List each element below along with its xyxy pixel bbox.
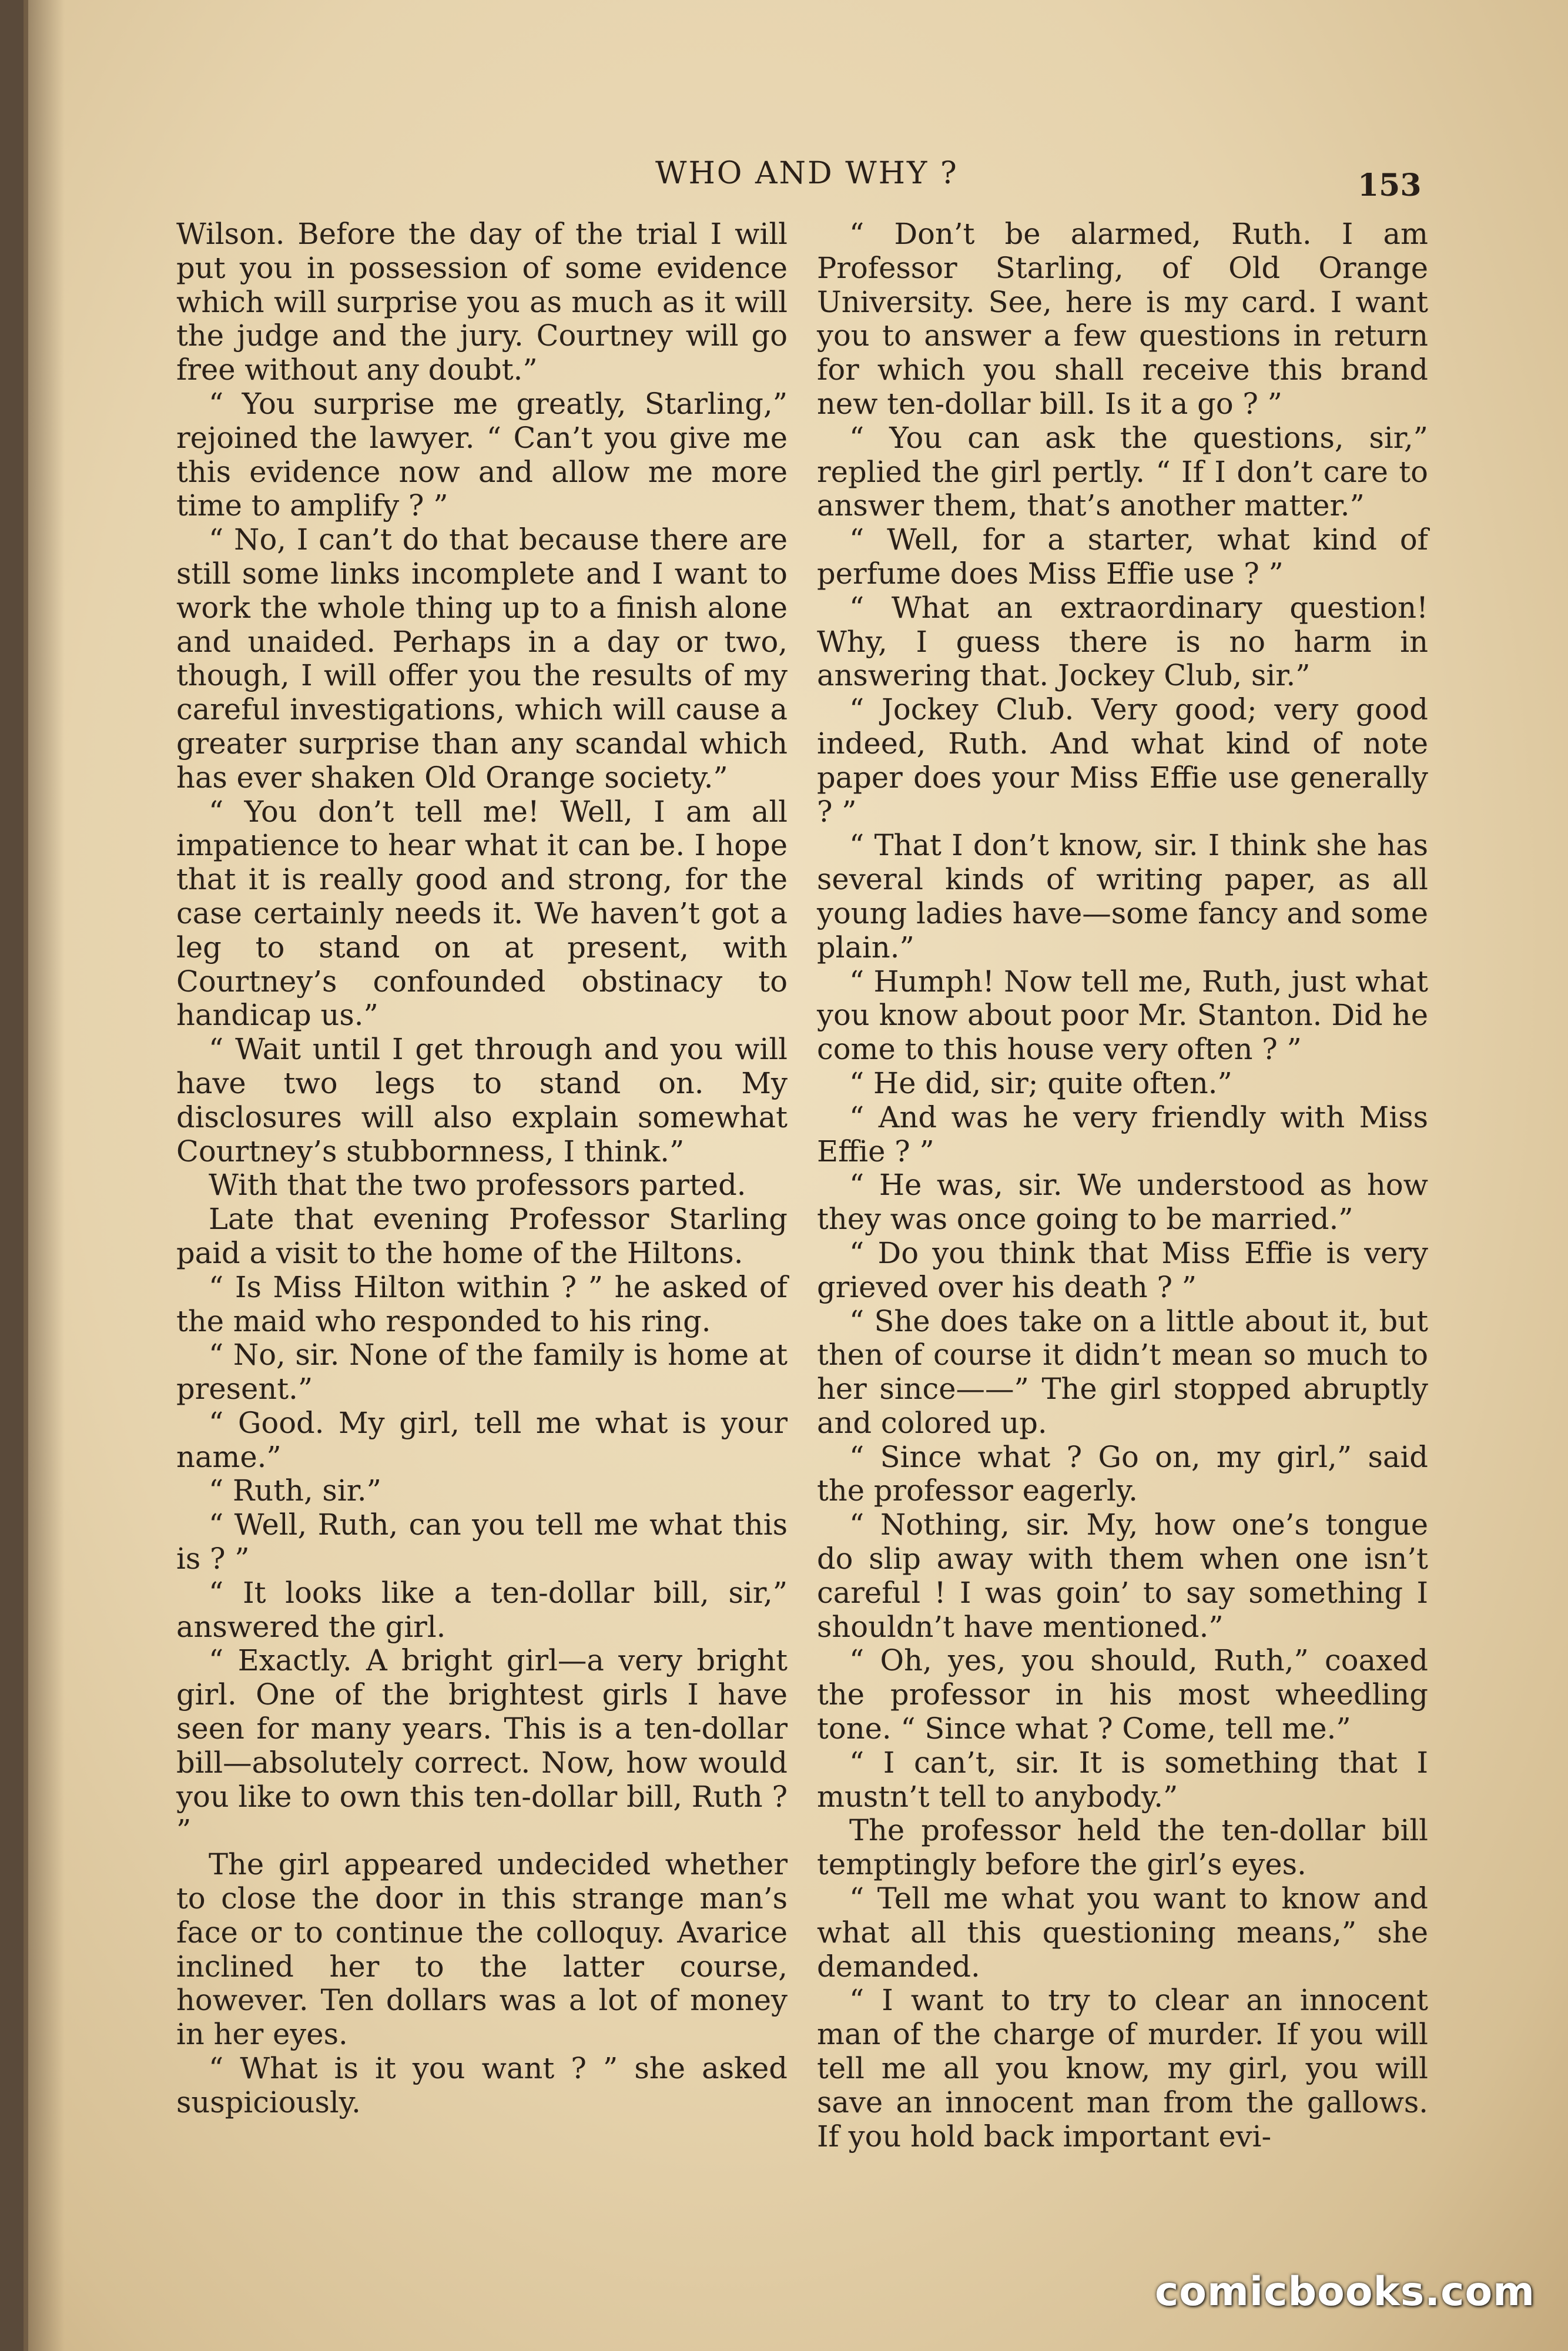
paragraph: “ Ruth, sir.”: [209, 1473, 381, 1508]
page-number: 153: [1358, 168, 1422, 203]
paragraph: “ Exactly. A bright girl—a very bright girl. One of the brightest girls I have seen for many years. This is a ten-dollar bill—absolutely correct. Now, how would you like to own this ten-dollar bill, Ruth ? ”: [176, 1643, 788, 1848]
paragraph: “ Jockey Club. Very good; very good indeed, Ruth. And what kind of note paper does your Miss Effie use generally ? ”: [817, 692, 1428, 829]
paragraph: “ Oh, yes, you should, Ruth,” coaxed the professor in his most wheedling tone. “ Since what ? Come, tell me.”: [817, 1643, 1428, 1746]
paragraph: “ Don’t be alarmed, Ruth. I am Professor Starling, of Old Orange University. See, here is my card. I want you to answer a few questions in return for which you shall receive this brand new ten-dollar bill. Is it a go ? ”: [817, 217, 1428, 421]
paragraph: “ Tell me what you want to know and what all this questioning means,” she demanded.: [817, 1881, 1428, 1984]
paragraph: Wilson. Before the day of the trial I will put you in possession of some evidence which will surprise you as much as it will the judge and the jury. Courtney will go free without any doubt.”: [176, 217, 788, 387]
paragraph: “ He was, sir. We understood as how they was once going to be married.”: [817, 1168, 1428, 1237]
paragraph: Late that evening Professor Starling paid a visit to the home of the Hiltons.: [176, 1202, 788, 1270]
site-watermark: comicbooks.com: [1155, 2269, 1536, 2315]
paragraph: The girl appeared undecided whether to close the door in this strange man’s face or to continue the colloquy. Avarice inclined her to the latter course, however. Ten dollars was a lot of money in her eyes.: [176, 1847, 788, 2052]
paragraph: “ It looks like a ten-dollar bill, sir,” answered the girl.: [176, 1575, 788, 1644]
paragraph: “ And was he very friendly with Miss Effie ? ”: [817, 1100, 1428, 1168]
paragraph: The professor held the ten-dollar bill temptingly before the girl’s eyes.: [817, 1813, 1428, 1882]
running-title: WHO AND WHY ?: [655, 156, 959, 191]
paragraph: “ Humph! Now tell me, Ruth, just what you know about poor Mr. Stanton. Did he come to this house very often ? ”: [817, 964, 1428, 1067]
paragraph: “ What an extraordinary question! Why, I guess there is no harm in answering that. Jockey Club, sir.”: [817, 590, 1428, 693]
paragraph: “ I want to try to clear an innocent man of the charge of murder. If you will tell me all you know, my girl, you will save an innocent man from the gallows. If you hold back important evi-: [817, 1983, 1428, 2154]
paragraph: “ What is it you want ? ” she asked suspiciously.: [176, 2051, 788, 2119]
right-column: [817, 217, 1428, 2154]
paragraph: “ Well, for a starter, what kind of perfume does Miss Effie use ? ”: [817, 523, 1428, 591]
paragraph: “ Do you think that Miss Effie is very grieved over his death ? ”: [817, 1235, 1428, 1304]
paragraph: “ She does take on a little about it, but then of course it didn’t mean so much to her since——” The girl stopped abruptly and colored up.: [817, 1304, 1428, 1440]
paragraph: “ Since what ? Go on, my girl,” said the professor eagerly.: [817, 1439, 1428, 1508]
paragraph: “ Good. My girl, tell me what is your name.”: [176, 1405, 788, 1474]
paragraph: “ Well, Ruth, can you tell me what this is ? ”: [176, 1508, 788, 1576]
paragraph: “ He did, sir; quite often.”: [849, 1066, 1232, 1100]
paragraph: “ You don’t tell me! Well, I am all impatience to hear what it can be. I hope that it is really good and strong, for the case certainly needs it. We haven’t got a leg to stand on at present, with Courtney’s confounded obstinacy to handicap us.”: [176, 794, 788, 1033]
paragraph: “ Is Miss Hilton within ? ” he asked of the maid who responded to his ring.: [176, 1270, 788, 1338]
paragraph: “ No, I can’t do that because there are still some links incomplete and I want to work the whole thing up to a finish alone and unaided. Perhaps in a day or two, though, I will offer you the results of my careful investigations, which will cause a greater surprise than any scandal which has ever shaken Old Orange society.”: [176, 523, 788, 795]
binding-shadow: [24, 0, 65, 2351]
paragraph: “ I can’t, sir. It is something that I mustn’t tell to anybody.”: [817, 1745, 1428, 1814]
paragraph: “ Wait until I get through and you will have two legs to stand on. My disclosures will also explain somewhat Courtney’s stubbornness, I think.”: [176, 1032, 788, 1168]
left-column: [176, 217, 788, 2120]
paragraph: “ You surprise me greatly, Starling,” rejoined the lawyer. “ Can’t you give me this evidence now and allow me more time to amplify ? ”: [176, 386, 788, 523]
paragraph: “ That I don’t know, sir. I think she has several kinds of writing paper, as all young ladies have—some fancy and some plain.”: [817, 828, 1428, 964]
paragraph: With that the two professors parted.: [209, 1168, 746, 1203]
paragraph: “ No, sir. None of the family is home at present.”: [176, 1338, 788, 1406]
paragraph: “ You can ask the questions, sir,” replied the girl pertly. “ If I don’t care to answer them, that’s another matter.”: [817, 420, 1428, 523]
page-header: [0, 150, 1568, 203]
paragraph: “ Nothing, sir. My, how one’s tongue do slip away with them when one isn’t careful ! I was goin’ to say something I shouldn’t have mentioned.”: [817, 1508, 1428, 1644]
